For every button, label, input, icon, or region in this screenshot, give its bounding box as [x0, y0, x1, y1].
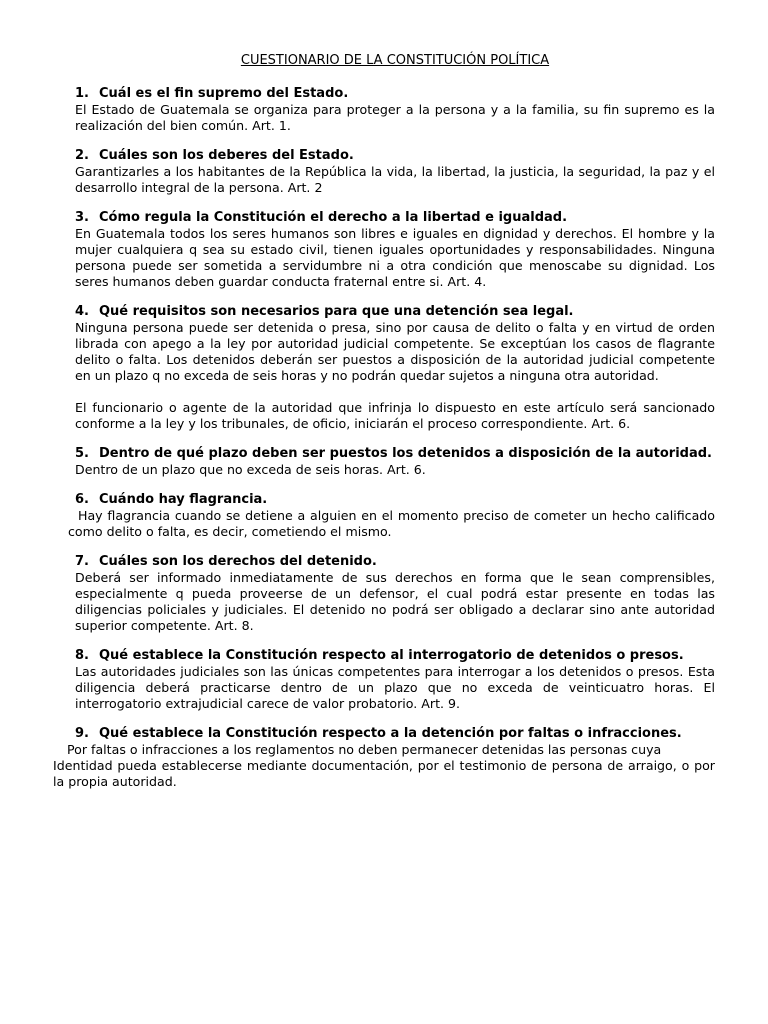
- question-heading: [75, 86, 715, 102]
- question-number: 5.: [75, 446, 89, 461]
- question-number: 1.: [75, 86, 89, 101]
- document-title: CUESTIONARIO DE LA CONSTITUCIÓN POLÍTICA: [240, 53, 550, 68]
- answer-text: Por faltas o infracciones a los reglamentos no deben permanecer detenidas las personas cuya: [67, 742, 662, 757]
- question-number: 8.: [75, 648, 89, 663]
- answer-text-paragraph-2: El funcionario o agente de la autoridad que infrinja lo dispuesto en este artículo será sancionado conforme a la ley y los tribunales, de oficio, iniciarán el proceso correspondiente. Art. 6.: [75, 400, 715, 431]
- question-item: [75, 148, 715, 196]
- question-number: 3.: [75, 210, 89, 225]
- question-text: Qué establece la Constitución respecto a la detención por faltas o infracciones.: [99, 726, 682, 741]
- question-text: Cuáles son los deberes del Estado.: [99, 148, 354, 163]
- question-item: [75, 86, 715, 134]
- question-number: 2.: [75, 148, 89, 163]
- question-heading: [75, 554, 715, 570]
- question-item: [53, 726, 715, 790]
- question-heading: [75, 446, 715, 462]
- answer-text: El Estado de Guatemala se organiza para proteger a la persona y a la familia, su fin supremo es la realización del bien común. Art. 1.: [75, 102, 715, 133]
- question-heading: [75, 648, 715, 664]
- question-item: [75, 446, 715, 478]
- question-heading: [75, 210, 715, 226]
- answer-text: Dentro de un plazo que no exceda de seis horas. Art. 6.: [75, 462, 426, 477]
- question-text: Dentro de qué plazo deben ser puestos los detenidos a disposición de la autoridad.: [99, 446, 712, 461]
- question-item: [75, 210, 715, 290]
- question-item: [75, 304, 715, 432]
- document-page: [53, 53, 715, 804]
- answer-text: En Guatemala todos los seres humanos son libres e iguales en dignidad y derechos. El hombre y la mujer cualquiera q sea su estado civil, tienen iguales oportunidades y responsabilidades. Ninguna persona puede ser sometida a servidumbre ni a otra condición que menoscabe su dignidad. Los seres humanos deben guardar conducta fraternal entre si. Art. 4.: [75, 226, 715, 289]
- question-number: 7.: [75, 554, 89, 569]
- question-heading: [75, 726, 715, 742]
- question-text: Cuándo hay flagrancia.: [99, 492, 268, 507]
- question-text: Cómo regula la Constitución el derecho a la libertad e igualdad.: [99, 210, 568, 225]
- question-number: 9.: [75, 726, 89, 741]
- question-text: Cuál es el fin supremo del Estado.: [99, 86, 349, 101]
- answer-text: Garantizarles a los habitantes de la República la vida, la libertad, la justicia, la seguridad, la paz y el desarrollo integral de la persona. Art. 2: [75, 164, 715, 195]
- question-text: Qué establece la Constitución respecto al interrogatorio de detenidos o presos.: [99, 648, 684, 663]
- answer-text: Las autoridades judiciales son las únicas competentes para interrogar a los detenidos o presos. Esta diligencia deberá practicarse dentro de un plazo que no exceda de veinticuatro horas. El interrogatorio extrajudicial carece de valor probatorio. Art. 9.: [75, 664, 715, 711]
- answer-text: Deberá ser informado inmediatamente de sus derechos en forma que le sean comprensibles, especialmente q pueda proveerse de un defensor, el cual podrá estar presente en todas las diligencias policiales y judiciales. El detenido no podrá ser obligado a declarar sino ante autoridad superior competente. Art. 8.: [75, 570, 715, 633]
- answer-text: Ninguna persona puede ser detenida o presa, sino por causa de delito o falta y en virtud de orden librada con apego a la ley por autoridad judicial competente. Se exceptúan los casos de flagrante delito o falta. Los detenidos deberán ser puestos a disposición de la autoridad judicial competente en un plazo q no exceda de seis horas y no podrán quedar sujetos a ninguna otra autoridad.: [75, 320, 715, 383]
- question-item: [75, 648, 715, 712]
- answer-text: Hay flagrancia cuando se detiene a alguien en el momento preciso de cometer un hecho calificado como delito o falta, es decir, cometiendo el mismo.: [68, 508, 715, 539]
- answer-text-paragraph-2: Identidad pueda establecerse mediante documentación, por el testimonio de persona de arraigo, o por la propia autoridad.: [53, 758, 715, 789]
- question-number: 6.: [75, 492, 89, 507]
- question-heading: [75, 304, 715, 320]
- question-item: [68, 492, 715, 540]
- question-number: 4.: [75, 304, 89, 319]
- question-heading: [75, 492, 715, 508]
- question-heading: [75, 148, 715, 164]
- question-item: [75, 554, 715, 634]
- question-text: Qué requisitos son necesarios para que una detención sea legal.: [99, 304, 574, 319]
- question-text: Cuáles son los derechos del detenido.: [99, 554, 377, 569]
